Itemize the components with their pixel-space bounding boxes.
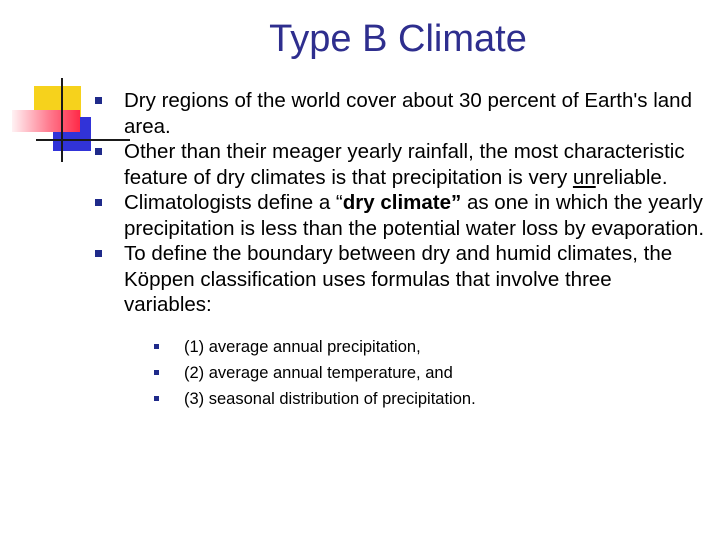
- slide-title: Type B Climate: [269, 18, 527, 60]
- deco-red-bar: [12, 110, 80, 132]
- sub-bullet-item: [154, 334, 705, 360]
- square-bullet-icon: [95, 250, 102, 257]
- bold-term: dry climate”: [342, 191, 462, 214]
- small-square-bullet-icon: [154, 396, 159, 401]
- bullet-item: [95, 88, 705, 139]
- deco-vertical-line: [61, 78, 63, 162]
- square-bullet-icon: [95, 148, 102, 155]
- sub-bullet-item: [154, 360, 705, 386]
- bullet-text: Climatologists define a “: [124, 191, 343, 214]
- bullet-item: [95, 190, 705, 241]
- sub-bullet-text: (2) average annual temperature, and: [184, 363, 453, 382]
- bullet-text: Dry regions of the world cover about 30 percent of Earth's land area.: [124, 89, 692, 138]
- sub-bullet-text: (1) average annual precipitation,: [184, 337, 421, 356]
- bullet-list: [95, 88, 705, 412]
- bullet-item: [95, 139, 705, 190]
- bullet-text: Other than their meager yearly rainfall, the most characteristic feature of dry climates is that precipitation is very: [124, 140, 685, 189]
- square-bullet-icon: [95, 97, 102, 104]
- bullet-text: To define the boundary between dry and humid climates, the Köppen classification uses formulas that involve three variables:: [124, 242, 673, 316]
- sub-bullet-text: (3) seasonal distribution of precipitation.: [184, 389, 476, 408]
- bullet-item: [95, 241, 705, 412]
- small-square-bullet-icon: [154, 370, 159, 375]
- small-square-bullet-icon: [154, 344, 159, 349]
- underlined-text: un: [572, 165, 596, 189]
- sub-bullet-item: [154, 386, 705, 412]
- sub-bullet-list: [124, 334, 705, 412]
- square-bullet-icon: [95, 199, 102, 206]
- bullet-text-end: reliable.: [595, 165, 668, 189]
- bullet-text-end: as one in which the yearly precipitation is less than the potential water loss by evaporation.: [124, 191, 705, 240]
